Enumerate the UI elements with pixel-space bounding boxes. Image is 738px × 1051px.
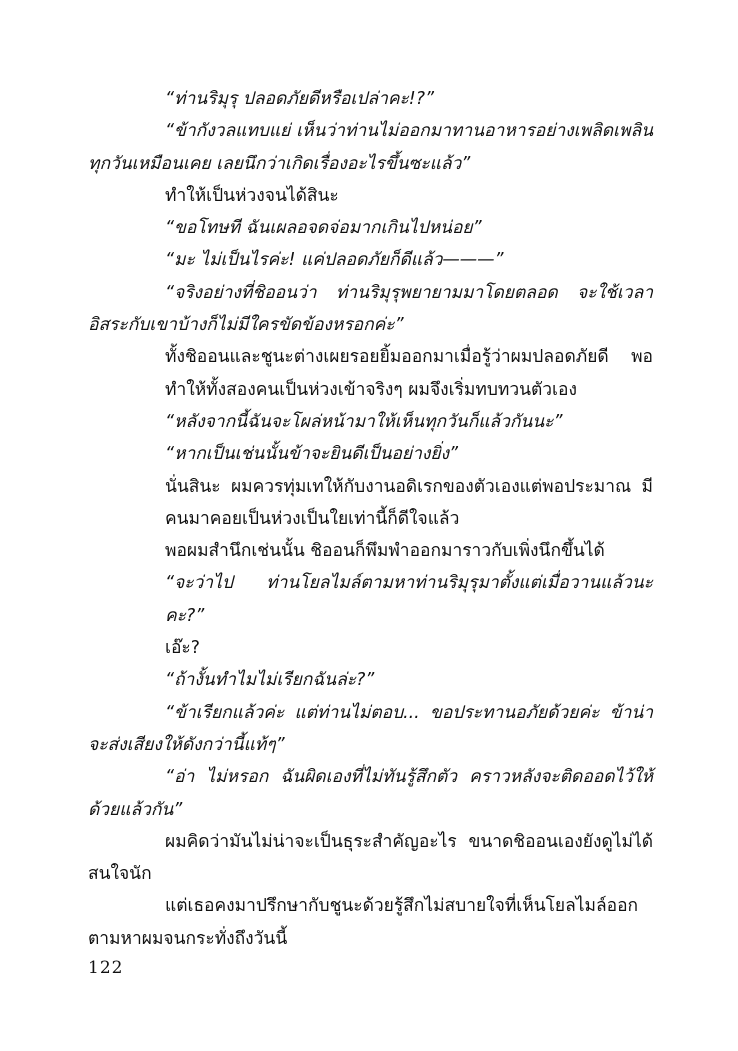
paragraph-15: “ข้าเรียกแล้วค่ะ แต่ท่านไม่ตอบ... ขอประทานอภัยด้วยค่ะ ข้าน่าจะส่งเสียงให้ดังกว่านี้แท้ๆ” [88,702,653,755]
paragraph-9: “หากเป็นเช่นนั้นข้าจะยินดีเป็นอย่างยิ่ง” [165,444,459,465]
page-number: 122 [88,958,124,978]
paragraph-12: “จะว่าไป ท่านโยลไมล์ตามหาท่านริมุรุมาตั้งแต่เมื่อวานแล้วนะคะ?” [165,573,653,626]
paragraph-2: “ข้ากังวลแทบแย่ เห็นว่าท่านไม่ออกมาทานอาหารอย่างเพลิดเพลินทุกวันเหมือนเคย เลยนึกว่าเกิดเรื่องอะไรขึ้นซะแล้ว” [88,121,653,174]
paragraph-7: ทั้งชิออนและชูนะต่างเผยรอยยิ้มออกมาเมื่อรู้ว่าผมปลอดภัยดี พอทำให้ทั้งสองคนเป็นห่วงเข้าจริงๆ ผมจึงเริ่มทบทวนตัวเอง [165,347,653,400]
body-text [88,83,653,955]
paragraph-8: “หลังจากนี้ฉันจะโผล่หน้ามาให้เห็นทุกวันก็แล้วกันนะ” [165,411,563,432]
paragraph-1: “ท่านริมุรุ ปลอดภัยดีหรือเปล่าคะ!?” [165,89,435,109]
paragraph-3: ทำให้เป็นห่วงจนได้สินะ [165,185,339,206]
paragraph-16: “อ่า ไม่หรอก ฉันผิดเองที่ไม่ทันรู้สึกตัว คราวหลังจะติดออดไว้ให้ด้วยแล้วกัน” [88,767,653,820]
paragraph-18: แต่เธอคงมาปรึกษากับชูนะด้วยรู้สึกไม่สบายใจที่เห็นโยลไมล์ออกตามหาผมจนกระทั่งถึงวันนี้ [88,896,639,949]
paragraph-17: ผมคิดว่ามันไม่น่าจะเป็นธุระสำคัญอะไร ขนาดชิออนเองยังดูไม่ได้สนใจนัก [88,831,653,885]
paragraph-14: “ถ้างั้นทำไมไม่เรียกฉันล่ะ?” [165,670,375,691]
paragraph-11: พอผมสำนึกเช่นนั้น ชิออนก็พึมพำออกมาราวกับเพิ่งนึกขึ้นได้ [165,541,605,562]
paragraph-4: “ขอโทษที ฉันเผลอจดจ่อมากเกินไปหน่อย” [165,218,482,239]
paragraph-6: “จริงอย่างที่ชิออนว่า ท่านริมุรุพยายามมาโดยตลอด จะใช้เวลาอิสระกับเขาบ้างก็ไม่มีใครขัดข้องหรอกค่ะ” [88,282,653,336]
paragraph-13: เอ๊ะ? [165,638,200,659]
paragraph-10: นั่นสินะ ผมควรทุ่มเทให้กับงานอดิเรกของตัวเองแต่พอประมาณ มีคนมาคอยเป็นห่วงเป็นใยเท่านี้ก็ดีใจแล้ว [165,476,653,529]
paragraph-5: “มะ ไม่เป็นไรค่ะ! แค่ปลอดภัยก็ดีแล้ว———” [165,250,504,271]
